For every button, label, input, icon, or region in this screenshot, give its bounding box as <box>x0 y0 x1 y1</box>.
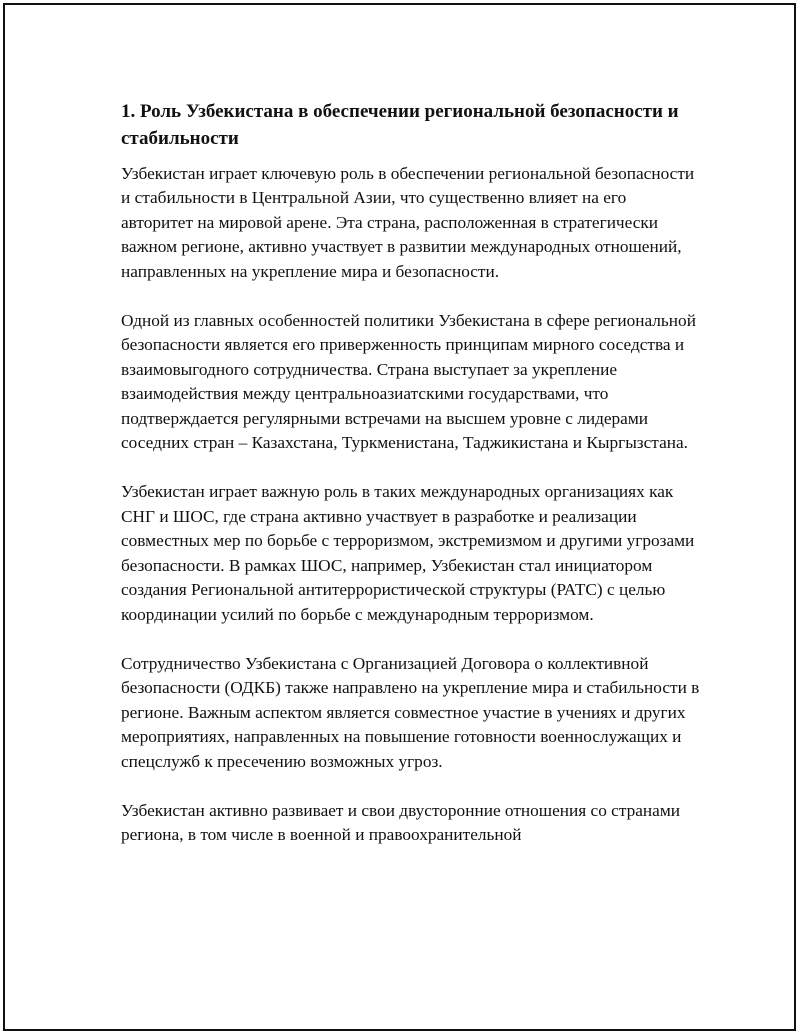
document-content <box>121 98 701 873</box>
section-heading: 1. Роль Узбекистана в обеспечении региональной безопасности и стабильности <box>121 101 679 149</box>
paragraph-1: Узбекистан играет ключевую роль в обеспечении региональной безопасности и стабильности в Центральной Азии, что существенно влияет на его авторитет на мировой арене. Эта страна, расположенная в стратегически важном регионе, активно участвует в развитии международных отношений, направленных на укрепление мира и безопасности. <box>121 164 695 281</box>
paragraph-2: Одной из главных особенностей политики Узбекистана в сфере региональной безопасности является его приверженность принципам мирного соседства и взаимовыгодного сотрудничества. Страна выступает за укрепление взаимодействия между центральноазиатскими государствами, что подтверждается регулярными встречами на высшем уровне с лидерами соседних стран – Казахстана, Туркменистана, Таджикистана и Кыргызстана. <box>121 311 696 453</box>
page-frame <box>3 3 796 1031</box>
paragraph-4: Сотрудничество Узбекистана с Организацией Договора о коллективной безопасности (ОДКБ) также направлено на укрепление мира и стабильности в регионе. Важным аспектом является совместное участие в учениях и других мероприятиях, направленных на повышение готовности военнослужащих и спецслужб к пресечению возможных угроз. <box>121 653 700 771</box>
paragraph-3: Узбекистан играет важную роль в таких международных организациях как СНГ и ШОС, где страна активно участвует в разработке и реализации совместных мер по борьбе с терроризмом, экстремизмом и другими угрозами безопасности. В рамках ШОС, например, Узбекистан стал инициатором создания Региональной антитеррористической структуры (РАТС) с целью координации усилий по борьбе с международным терроризмом. <box>121 482 695 624</box>
paragraph-5: Узбекистан активно развивает и свои двусторонние отношения со странами региона, в том числе в военной и правоохранительной <box>121 800 681 845</box>
